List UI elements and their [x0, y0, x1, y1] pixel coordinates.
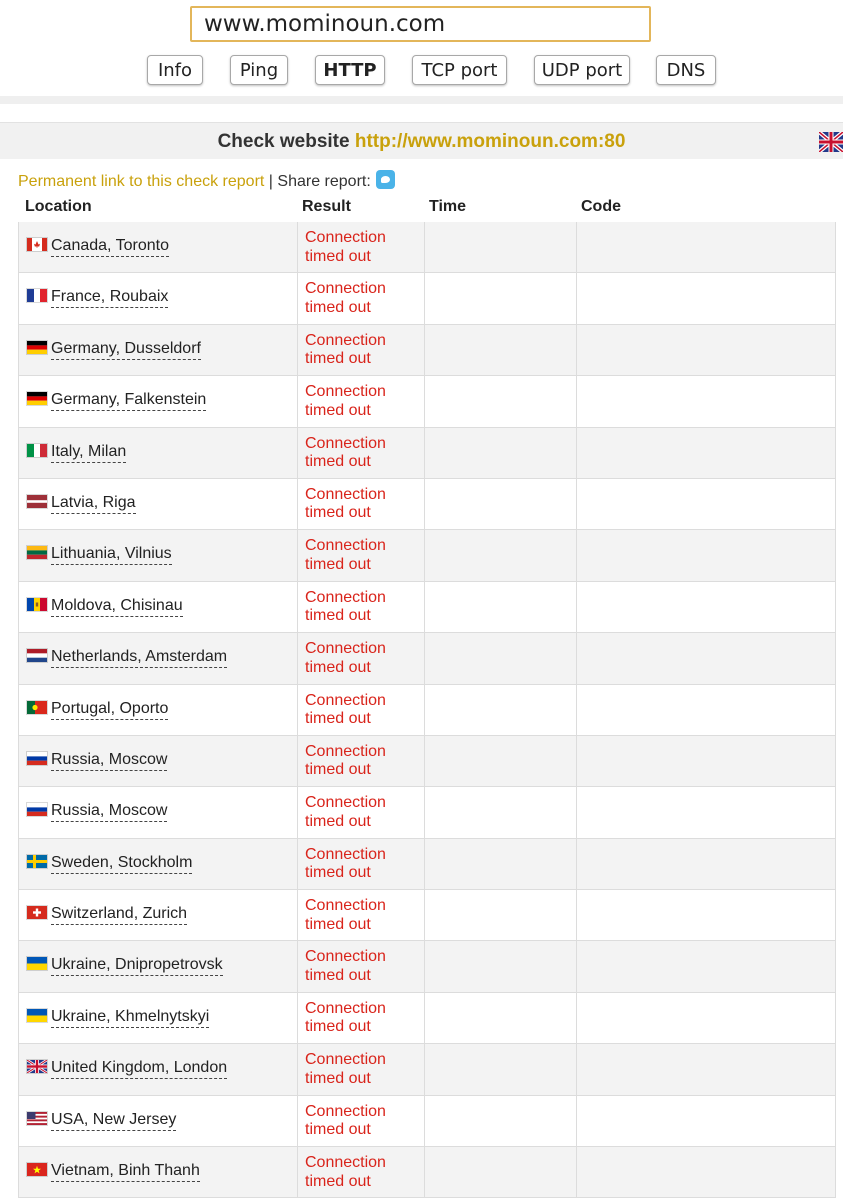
time-cell [425, 582, 577, 632]
code-cell [577, 1147, 835, 1197]
pt-flag-icon [27, 701, 47, 714]
location-cell [19, 787, 298, 837]
code-cell [577, 582, 835, 632]
location-link[interactable]: Ukraine, Dnipropetrovsk [51, 956, 223, 976]
twitter-icon[interactable] [376, 170, 395, 189]
result-cell [298, 376, 425, 426]
location-cell [19, 325, 298, 375]
host-input[interactable] [190, 6, 651, 42]
ru-flag-icon [27, 752, 47, 765]
code-cell [577, 1096, 835, 1146]
time-cell [425, 273, 577, 323]
location-link[interactable]: Ukraine, Khmelnytskyi [51, 1008, 209, 1028]
table-row [18, 787, 836, 838]
location-link[interactable]: Moldova, Chisinau [51, 597, 183, 617]
result-cell [298, 890, 425, 940]
result-cell [298, 222, 425, 272]
vn-flag-icon [27, 1163, 47, 1176]
check-type-nav [0, 55, 843, 85]
time-cell [425, 479, 577, 529]
code-cell [577, 685, 835, 735]
lv-flag-icon [27, 495, 47, 508]
result-cell [298, 685, 425, 735]
fr-flag-icon [27, 289, 47, 302]
time-cell [425, 376, 577, 426]
location-link[interactable]: USA, New Jersey [51, 1111, 176, 1131]
location-cell [19, 685, 298, 735]
code-cell [577, 839, 835, 889]
location-link[interactable]: Sweden, Stockholm [51, 854, 192, 874]
code-cell [577, 428, 835, 478]
location-cell [19, 222, 298, 272]
location-cell [19, 839, 298, 889]
result-text: Connection timed out [305, 588, 386, 625]
result-text: Connection timed out [305, 1102, 386, 1139]
result-cell [298, 839, 425, 889]
table-row [18, 273, 836, 324]
location-cell [19, 1147, 298, 1197]
time-cell [425, 993, 577, 1043]
table-row [18, 993, 836, 1044]
location-cell [19, 428, 298, 478]
location-link[interactable]: Vietnam, Binh Thanh [51, 1162, 200, 1182]
table-row [18, 685, 836, 736]
time-cell [425, 1147, 577, 1197]
location-cell [19, 736, 298, 786]
dns-button[interactable]: DNS [656, 55, 716, 85]
table-row [18, 890, 836, 941]
checked-url: http://www.mominoun.com:80 [354, 131, 626, 152]
time-cell [425, 530, 577, 580]
result-cell [298, 1147, 425, 1197]
time-cell [425, 736, 577, 786]
lt-flag-icon [27, 546, 47, 559]
location-link[interactable]: Russia, Moscow [51, 751, 167, 771]
result-text: Connection timed out [305, 999, 386, 1036]
result-text: Connection timed out [305, 331, 386, 368]
table-row [18, 325, 836, 376]
table-row [18, 1044, 836, 1095]
table-row [18, 376, 836, 427]
result-text: Connection timed out [305, 383, 386, 419]
location-link[interactable]: Switzerland, Zurich [51, 905, 187, 925]
permanent-link[interactable]: Permanent link to this check report [18, 173, 265, 190]
location-link[interactable]: United Kingdom, London [51, 1059, 227, 1079]
result-cell [298, 479, 425, 529]
code-cell [577, 993, 835, 1043]
result-text: Connection timed out [305, 742, 386, 779]
location-cell [19, 890, 298, 940]
column-header-location: Location [25, 198, 92, 215]
ca-flag-icon [27, 238, 47, 251]
code-cell [577, 479, 835, 529]
ping-button[interactable]: Ping [230, 55, 288, 85]
result-cell [298, 633, 425, 683]
code-cell [577, 736, 835, 786]
result-text: Connection timed out [305, 897, 386, 933]
time-cell [425, 787, 577, 837]
time-cell [425, 941, 577, 991]
table-row [18, 428, 836, 479]
result-cell [298, 993, 425, 1043]
result-text: Connection timed out [305, 1154, 386, 1190]
ru-flag-icon [27, 803, 47, 816]
table-row [18, 479, 836, 530]
report-header [0, 122, 843, 159]
se-flag-icon [27, 855, 47, 868]
result-text: Connection timed out [305, 485, 386, 522]
time-cell [425, 685, 577, 735]
location-cell [19, 993, 298, 1043]
result-cell [298, 1096, 425, 1146]
location-link[interactable]: Netherlands, Amsterdam [51, 648, 227, 668]
result-text: Connection timed out [305, 1051, 386, 1087]
table-row [18, 941, 836, 992]
result-text: Connection timed out [305, 640, 386, 676]
time-cell [425, 1044, 577, 1094]
http-button[interactable]: HTTP [315, 55, 385, 85]
column-header-time: Time [429, 198, 467, 215]
code-cell [577, 222, 835, 272]
info-button[interactable]: Info [147, 55, 203, 85]
de-flag-icon [27, 392, 47, 405]
title-prefix: Check website [217, 131, 350, 152]
share-line [18, 170, 395, 191]
de-flag-icon [27, 341, 47, 354]
time-cell [425, 839, 577, 889]
result-cell [298, 787, 425, 837]
location-link[interactable]: Latvia, Riga [51, 494, 136, 514]
location-cell [19, 479, 298, 529]
result-text: Connection timed out [305, 845, 386, 882]
location-link[interactable]: Germany, Falkenstein [51, 391, 206, 411]
us-flag-icon [27, 1112, 47, 1125]
gb-flag-icon [27, 1060, 47, 1073]
result-cell [298, 428, 425, 478]
result-text: Connection timed out [305, 794, 386, 830]
table-row [18, 1096, 836, 1147]
divider [0, 96, 843, 104]
location-cell [19, 376, 298, 426]
code-cell [577, 273, 835, 323]
time-cell [425, 428, 577, 478]
result-text: Connection timed out [305, 948, 386, 984]
location-link[interactable]: Russia, Moscow [51, 802, 167, 822]
result-text: Connection timed out [305, 434, 386, 471]
result-text: Connection timed out [305, 691, 386, 728]
result-cell [298, 736, 425, 786]
result-cell [298, 1044, 425, 1094]
location-link[interactable]: Lithuania, Vilnius [51, 545, 172, 565]
location-link[interactable]: France, Roubaix [51, 288, 168, 308]
time-cell [425, 890, 577, 940]
tcp-port-button[interactable]: TCP port [412, 55, 507, 85]
table-row [18, 1147, 836, 1198]
result-cell [298, 582, 425, 632]
results-table [18, 222, 836, 1198]
code-cell [577, 633, 835, 683]
location-cell [19, 1044, 298, 1094]
result-cell [298, 325, 425, 375]
table-row [18, 839, 836, 890]
table-row [18, 582, 836, 633]
time-cell [425, 325, 577, 375]
location-cell [19, 633, 298, 683]
table-row [18, 222, 836, 273]
time-cell [425, 1096, 577, 1146]
result-cell [298, 941, 425, 991]
location-cell [19, 582, 298, 632]
time-cell [425, 633, 577, 683]
udp-port-button[interactable]: UDP port [534, 55, 630, 85]
location-link[interactable]: Canada, Toronto [51, 237, 169, 257]
table-row [18, 736, 836, 787]
code-cell [577, 890, 835, 940]
search-bar [190, 6, 651, 42]
result-text: Connection timed out [305, 280, 386, 316]
it-flag-icon [27, 444, 47, 457]
page-title [0, 123, 843, 159]
code-cell [577, 787, 835, 837]
location-link[interactable]: Germany, Dusseldorf [51, 340, 201, 360]
uk-flag-icon[interactable] [819, 132, 843, 152]
column-header-result: Result [302, 198, 351, 215]
column-header-code: Code [581, 198, 621, 215]
table-row [18, 633, 836, 684]
location-link[interactable]: Portugal, Oporto [51, 700, 168, 720]
code-cell [577, 325, 835, 375]
code-cell [577, 376, 835, 426]
result-cell [298, 273, 425, 323]
nl-flag-icon [27, 649, 47, 662]
location-cell [19, 1096, 298, 1146]
ch-flag-icon [27, 906, 47, 919]
result-text: Connection timed out [305, 229, 386, 265]
code-cell [577, 1044, 835, 1094]
share-label: Share report: [277, 173, 371, 190]
code-cell [577, 941, 835, 991]
md-flag-icon [27, 598, 47, 611]
ua-flag-icon [27, 957, 47, 970]
share-separator: | [268, 173, 273, 190]
time-cell [425, 222, 577, 272]
location-cell [19, 941, 298, 991]
location-cell [19, 273, 298, 323]
location-link[interactable]: Italy, Milan [51, 443, 126, 463]
table-row [18, 530, 836, 581]
location-cell [19, 530, 298, 580]
result-cell [298, 530, 425, 580]
result-text: Connection timed out [305, 537, 386, 573]
code-cell [577, 530, 835, 580]
ua-flag-icon [27, 1009, 47, 1022]
